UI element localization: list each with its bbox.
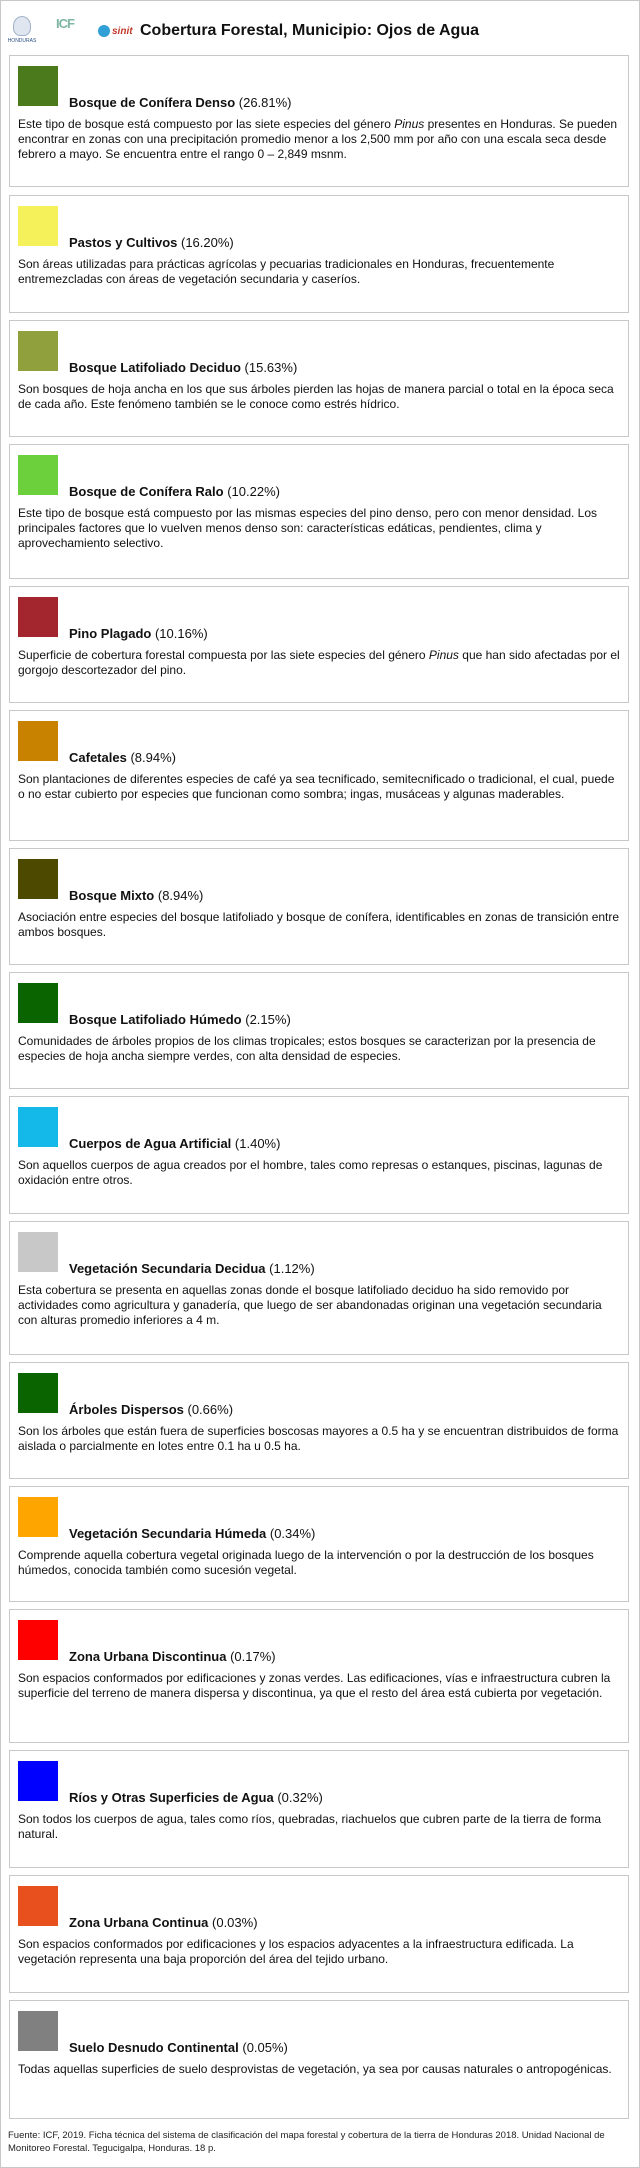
coverage-description: [18, 257, 622, 287]
color-swatch: [18, 597, 58, 637]
coverage-title: [69, 626, 208, 641]
description-italic-term: Pinus: [394, 117, 425, 131]
description-text: Esta cobertura se presenta en aquellas zonas donde el bosque latifoliado deciduo ha sido removido por actividades como agricultura y ganadería, que luego de ser abandonadas originan una vegetación secundaria con alturas promedio inferiores a 4 m.: [18, 1283, 602, 1327]
color-swatch: [18, 2011, 58, 2051]
icf-logo-icon: [50, 17, 80, 45]
coverage-percent: (0.17%): [230, 1649, 276, 1664]
coverage-card-vegetacion-secundaria-humeda: [9, 1486, 629, 1602]
source-footer: Fuente: ICF, 2019. Ficha técnica del sistema de clasificación del mapa forestal y cobertura de la tierra de Honduras 2018. Unidad Nacional de Monitoreo Forestal. Tegucigalpa, Honduras. 18 p.: [8, 2130, 605, 2154]
sinit-logo-text: sinit: [112, 25, 133, 37]
coverage-name: Bosque Latifoliado Deciduo: [69, 360, 241, 375]
coverage-name: Vegetación Secundaria Decidua: [69, 1261, 266, 1276]
color-swatch: [18, 721, 58, 761]
description-text: Son aquellos cuerpos de agua creados por el hombre, tales como represas o estanques, piscinas, lagunas de oxidación entre otros.: [18, 1158, 603, 1187]
coverage-name: Bosque Mixto: [69, 888, 155, 903]
coverage-name: Zona Urbana Continua: [69, 1915, 209, 1930]
color-swatch: [18, 1497, 58, 1537]
coverage-card-rios-superficies-agua: [9, 1750, 629, 1868]
coverage-title: [69, 95, 292, 110]
coverage-name: Pastos y Cultivos: [69, 235, 178, 250]
color-swatch: [18, 1107, 58, 1147]
coverage-name: Cafetales: [69, 750, 127, 765]
color-swatch: [18, 1761, 58, 1801]
coverage-title: [69, 1649, 276, 1664]
coverage-card-bosque-mixto: [9, 848, 629, 965]
coverage-name: Cuerpos de Agua Artificial: [69, 1136, 232, 1151]
coverage-description: [18, 1283, 622, 1328]
coverage-percent: (0.05%): [242, 2040, 288, 2055]
sinit-logo-icon: [98, 25, 133, 37]
coverage-title: [69, 2040, 288, 2055]
coverage-title: [69, 1261, 315, 1276]
coverage-title: [69, 1915, 258, 1930]
coverage-percent: (0.34%): [269, 1526, 316, 1541]
coverage-card-vegetacion-secundaria-decidua: [9, 1221, 629, 1355]
coverage-name: Ríos y Otras Superficies de Agua: [69, 1790, 274, 1805]
coverage-percent: (0.32%): [277, 1790, 323, 1805]
description-text: Superficie de cobertura forestal compuesta por las siete especies del género: [18, 648, 429, 662]
description-text: Comunidades de árboles propios de los climas tropicales; estos bosques se caracterizan por la presencia de especies de hoja ancha siempre verdes, con alta densidad de especies.: [18, 1034, 596, 1063]
description-text: Son áreas utilizadas para prácticas agrícolas y pecuarias tradicionales en Honduras, frecuentemente entremezcladas con áreas de vegetación secundaria y caseríos.: [18, 257, 555, 286]
coverage-title: [69, 1526, 315, 1541]
coverage-description: [18, 648, 622, 678]
logo-group: [8, 16, 133, 46]
coverage-title: [69, 1402, 233, 1417]
color-swatch: [18, 206, 58, 246]
color-swatch: [18, 66, 58, 106]
coverage-title: [69, 235, 234, 250]
coverage-percent: (26.81%): [238, 95, 292, 110]
coverage-description: [18, 772, 622, 802]
honduras-emblem-icon: [13, 16, 31, 36]
coverage-card-bosque-latifoliado-humedo: [9, 972, 629, 1089]
coverage-card-pino-plagado: [9, 586, 629, 703]
description-italic-term: Pinus: [428, 648, 459, 662]
coverage-description: [18, 1158, 622, 1188]
coverage-title: [69, 484, 280, 499]
coverage-description: [18, 117, 622, 162]
coverage-percent: (0.66%): [187, 1402, 234, 1417]
coverage-description: [18, 1671, 622, 1701]
coverage-card-bosque-conifera-denso: [9, 55, 629, 187]
description-text: Son los árboles que están fuera de superficies boscosas mayores a 0.5 ha y se encuentran distribuidos de forma aislada o parcialmente en lotes entre 0.1 ha u 0.5 ha.: [18, 1424, 619, 1453]
coverage-description: [18, 2062, 622, 2077]
coverage-percent: (2.15%): [245, 1012, 291, 1027]
coverage-percent: (10.16%): [154, 626, 208, 641]
coverage-name: Pino Plagado: [69, 626, 152, 641]
coverage-card-cafetales: [9, 710, 629, 841]
honduras-logo-icon: [8, 16, 36, 46]
color-swatch: [18, 1373, 58, 1413]
coverage-percent: (1.12%): [269, 1261, 315, 1276]
coverage-percent: (0.03%): [212, 1915, 258, 1930]
coverage-card-arboles-dispersos: [9, 1362, 629, 1479]
coverage-description: [18, 1424, 622, 1454]
description-text: Son plantaciones de diferentes especies de café ya sea tecnificado, semitecnificado o tradicional, el cual, puede o no estar cubierto por especies que funcionan como sombra; ingas, musáceas y algunas maderables.: [18, 772, 615, 801]
coverage-card-pastos-cultivos: [9, 195, 629, 313]
honduras-logo-text: HONDURAS: [7, 38, 37, 44]
coverage-name: Bosque de Conífera Denso: [69, 95, 236, 110]
coverage-name: Árboles Dispersos: [69, 1402, 184, 1417]
description-text: Son bosques de hoja ancha en los que sus árboles pierden las hojas de manera parcial o total en la época seca de cada año. Este fenómeno también se le conoce como estrés hídrico.: [18, 382, 614, 411]
page-header: [0, 0, 640, 56]
color-swatch: [18, 1620, 58, 1660]
coverage-title: [69, 1012, 291, 1027]
color-swatch: [18, 1232, 58, 1272]
color-swatch: [18, 859, 58, 899]
description-text-cont: presentes en Honduras. Se pueden encontrar en zonas con una precipitación promedio menor a los 2,500 mm por año con una escala seca desde febrero a mayo. Se encuentra entre el rango 0 – 2,849 msnm.: [18, 117, 618, 161]
coverage-name: Zona Urbana Discontinua: [69, 1649, 227, 1664]
coverage-title: [69, 1136, 280, 1151]
coverage-name: Suelo Desnudo Continental: [69, 2040, 239, 2055]
coverage-percent: (16.20%): [181, 235, 234, 250]
sinit-globe-icon: [98, 25, 110, 37]
coverage-description: [18, 910, 622, 940]
description-text: Son todos los cuerpos de agua, tales como ríos, quebradas, riachuelos que cubren parte de la tierra de forma natural.: [18, 1812, 602, 1841]
coverage-name: Bosque de Conífera Ralo: [69, 484, 224, 499]
coverage-description: [18, 1812, 622, 1842]
coverage-name: Bosque Latifoliado Húmedo: [69, 1012, 242, 1027]
coverage-card-bosque-conifera-ralo: [9, 444, 629, 579]
description-text: Este tipo de bosque está compuesto por las mismas especies del pino denso, pero con menor densidad. Los principales factores que lo vuelven menos denso son: características edáticas, pendientes, clima y aprovechamiento selectivo.: [18, 506, 598, 550]
coverage-card-bosque-latifoliado-deciduo: [9, 320, 629, 437]
coverage-card-cuerpos-agua-artificial: [9, 1096, 629, 1214]
coverage-title: [69, 360, 297, 375]
description-text: Comprende aquella cobertura vegetal originada luego de la intervención o por la destrucción de los bosques húmedos, conocida también como sucesión vegetal.: [18, 1548, 594, 1577]
icf-logo-mark: ICF: [56, 16, 74, 31]
coverage-percent: (15.63%): [244, 360, 298, 375]
color-swatch: [18, 455, 58, 495]
color-swatch: [18, 983, 58, 1023]
color-swatch: [18, 331, 58, 371]
coverage-description: [18, 1937, 622, 1967]
coverage-name: Vegetación Secundaria Húmeda: [69, 1526, 267, 1541]
color-swatch: [18, 1886, 58, 1926]
description-text: Este tipo de bosque está compuesto por las siete especies del género: [18, 117, 395, 131]
coverage-percent: (10.22%): [227, 484, 280, 499]
coverage-card-zona-urbana-continua: [9, 1875, 629, 1993]
coverage-title: [69, 1790, 323, 1805]
page-title: Cobertura Forestal, Municipio: Ojos de Agua: [140, 22, 479, 39]
coverage-title: [69, 750, 176, 765]
coverage-card-suelo-desnudo-continental: [9, 2000, 629, 2119]
coverage-percent: (8.94%): [157, 888, 204, 903]
coverage-percent: (1.40%): [234, 1136, 281, 1151]
coverage-percent: (8.94%): [130, 750, 176, 765]
coverage-description: [18, 382, 622, 412]
description-text: Son espacios conformados por edificaciones y los espacios adyacentes a la infraestructura edificada. La vegetación representa una baja proporción del área del tejido urbano.: [18, 1937, 574, 1966]
coverage-card-zona-urbana-discontinua: [9, 1609, 629, 1743]
coverage-description: [18, 506, 622, 551]
description-text: Todas aquellas superficies de suelo desprovistas de vegetación, ya sea por causas naturales o antropogénicas.: [18, 2062, 612, 2076]
coverage-description: [18, 1034, 622, 1064]
coverage-title: [69, 888, 203, 903]
description-text: Son espacios conformados por edificaciones y zonas verdes. Las edificaciones, vías e infraestructura cubren la superficie del terreno de manera dispersa y discontinua, ya que el resto del área está cubierta por vegetación.: [18, 1671, 611, 1700]
description-text: Asociación entre especies del bosque latifoliado y bosque de conífera, identificables en zonas de transición entre ambos bosques.: [18, 910, 620, 939]
description-text-cont: que han sido afectadas por el gorgojo descortezador del pino.: [18, 648, 620, 677]
coverage-description: [18, 1548, 622, 1578]
